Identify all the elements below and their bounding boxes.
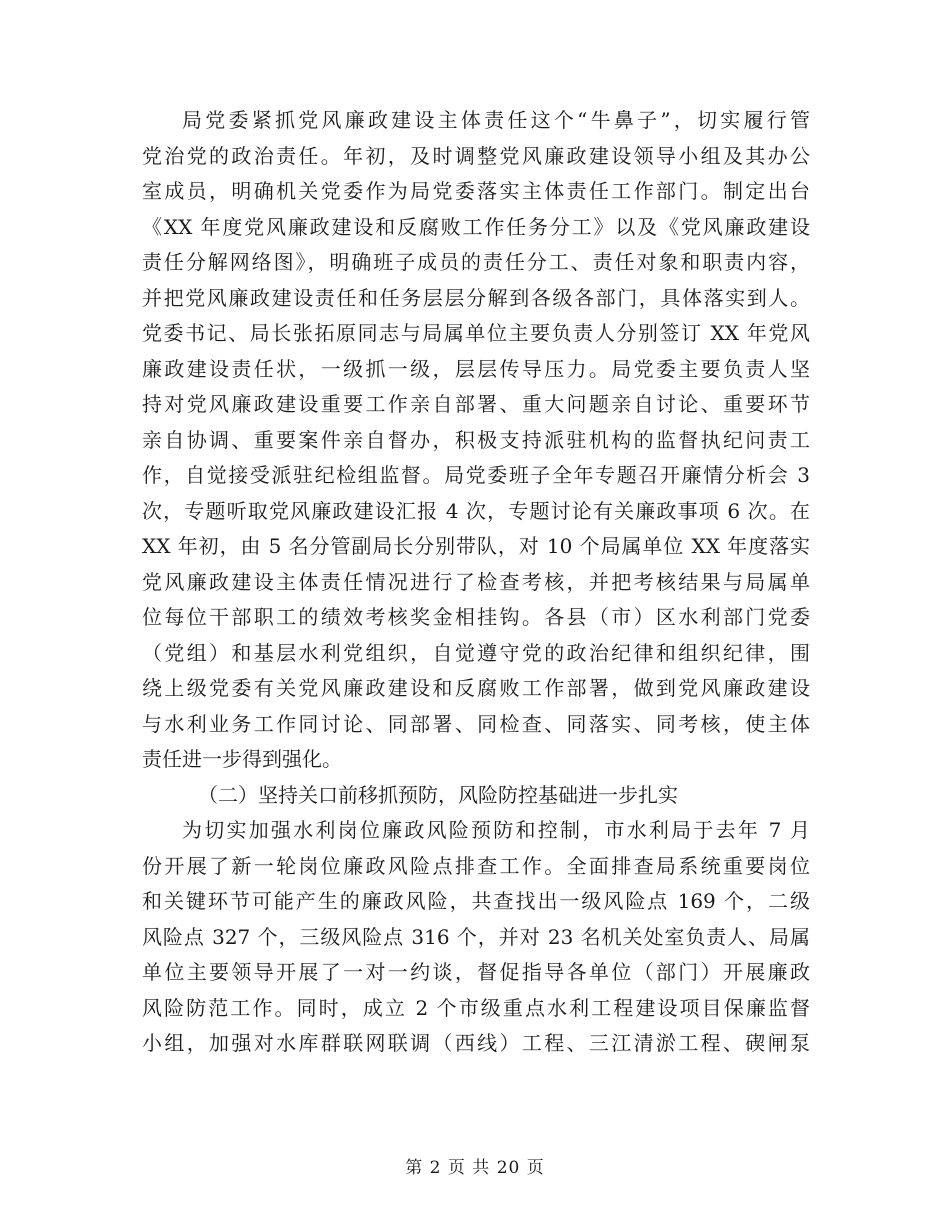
text-line: 党治党的政治责任。年初，及时调整党风廉政建设领导小组及其办公	[142, 143, 810, 168]
text-line: 与水利业务工作同讨论、同部署、同检查、同落实、同考核，使主体	[142, 711, 810, 736]
document-body	[142, 103, 810, 1062]
text-line: 位每位干部职工的绩效考核奖金相挂钩。各县（市）区水利部门党委	[142, 605, 810, 629]
text-line: 局党委紧抓党风廉政建设主体责任这个“牛鼻子”，切实履行管	[182, 108, 810, 132]
text-line: 持对党风廉政建设重要工作亲自部署、重大问题亲自讨论、重要环节	[142, 392, 810, 416]
text-line: 单位主要领导开展了一对一约谈，督促指导各单位（部门）开展廉政	[142, 960, 810, 984]
text-line: 室成员，明确机关党委作为局党委落实主体责任工作部门。制定出台	[142, 179, 810, 203]
text-line: 《XX 年度党风廉政建设和反腐败工作任务分工》以及《党风廉政建设	[142, 214, 810, 239]
section-heading: （二）坚持关口前移抓预防，风险防控基础进一步扎实	[198, 782, 678, 807]
text-line: 份开展了新一轮岗位廉政风险点排查工作。全面排查局系统重要岗位	[142, 853, 810, 878]
paragraph-main-responsibility	[142, 103, 810, 778]
text-line: 并把党风廉政建设责任和任务层层分解到各级各部门，具体落实到人。	[142, 285, 810, 310]
text-line: 绕上级党委有关党风廉政建设和反腐败工作部署，做到党风廉政建设	[142, 676, 810, 700]
text-line: 责任进一步得到强化。	[142, 747, 342, 771]
text-line: 风险防范工作。同时，成立 2 个市级重点水利工程建设项目保廉监督	[142, 995, 810, 1020]
text-line: 小组，加强对水库群联网联调（西线）工程、三江清淤工程、碶闸泵	[142, 1031, 810, 1055]
paragraph-risk-prevention	[142, 813, 810, 1062]
text-line: 亲自协调、重要案件亲自督办，积极支持派驻机构的监督执纪问责工	[142, 427, 810, 452]
text-line: 作，自觉接受派驻纪检组监督。局党委班子全年专题召开廉情分析会 3	[142, 463, 810, 487]
text-line: 和关键环节可能产生的廉政风险，共查找出一级风险点 169 个，二级	[142, 889, 810, 913]
text-line: 为切实加强水利岗位廉政风险预防和控制，市水利局于去年 7 月	[182, 818, 810, 842]
text-line: 风险点 327 个，三级风险点 316 个，并对 23 名机关处室负责人、局属	[142, 924, 810, 949]
text-line: 廉政建设责任状，一级抓一级，层层传导压力。局党委主要负责人坚	[142, 356, 810, 381]
text-line: XX 年初，由 5 名分管副局长分别带队，对 10 个局属单位 XX 年度落实	[142, 534, 810, 558]
text-line: 党风廉政建设主体责任情况进行了检查考核，并把考核结果与局属单	[142, 569, 810, 594]
text-line: 党委书记、局长张拓原同志与局属单位主要负责人分别签订 XX 年党风	[142, 321, 810, 345]
page-number-footer: 第 2 页 共 20 页	[405, 1158, 545, 1178]
text-line: （党组）和基层水利党组织，自觉遵守党的政治纪律和组织纪律，围	[142, 640, 810, 665]
text-line: 次，专题听取党风廉政建设汇报 4 次，专题讨论有关廉政事项 6 次。在	[142, 498, 810, 523]
text-line: 责任分解网络图》，明确班子成员的责任分工、责任对象和职责内容，	[142, 250, 810, 274]
